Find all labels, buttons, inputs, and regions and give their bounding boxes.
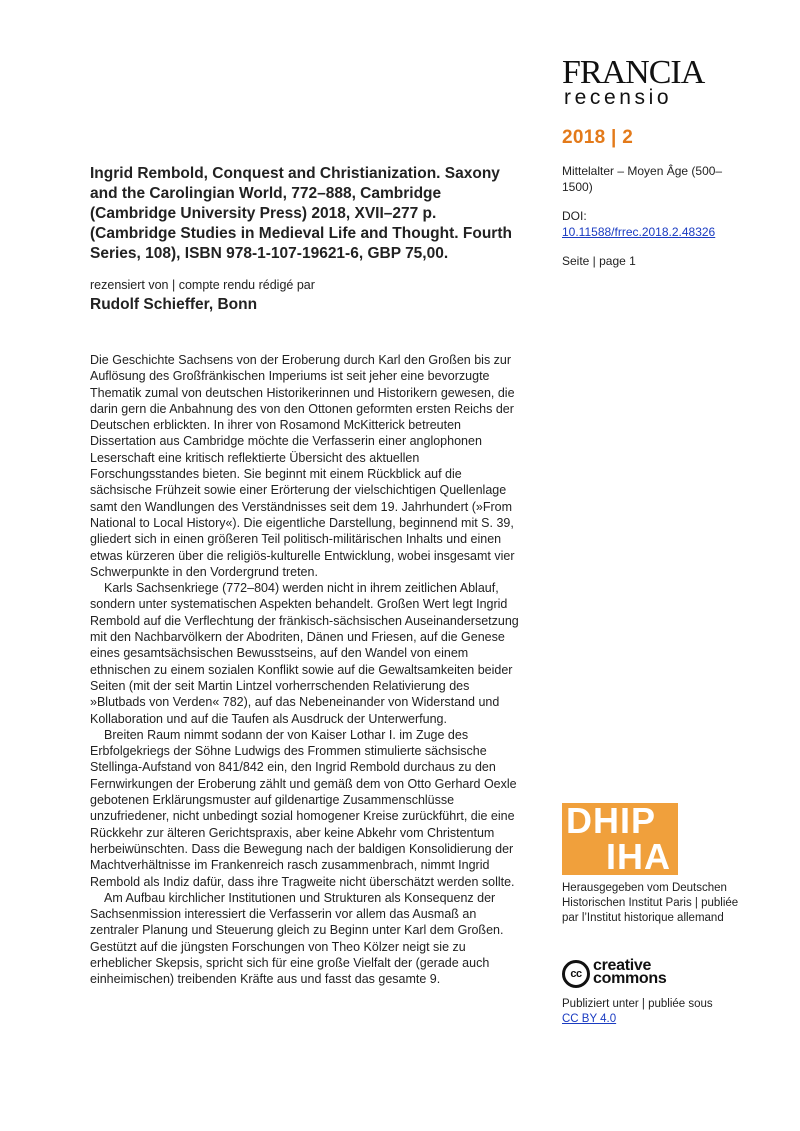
reviewer-name: Rudolf Schieffer, Bonn [90,296,258,313]
body-paragraph-4: Am Aufbau kirchlicher Institutionen und Strukturen als Konsequenz der Sachsenmission interessiert die Verfasserin vor allem das Ausmaß an zentraler Planung und Steuerung gleich zu Beginn unter Karl dem Großen. Gestützt auf die jüngsten Forschungen von Theo Kölzer neigt sie zu erheblicher Skepsis, spricht sich für eine große Vielfalt der (gerade auch einheimischen) treibenden Kräfte aus und fasst das gesamte 9. [90,890,504,987]
body-paragraph-3: Breiten Raum nimmt sodann der von Kaiser Lothar I. im Zuge des Erbfolgekriegs der Söhne Ludwigs des Frommen stimulierte sächsische Stellinga-Aufstand von 841/842 ein, den Ingrid Rembold durchaus zu den Fernwirkungen der Eroberung zählt und gemäß dem von Otto Gerhard Oexle gebotenen Erklärungsmuster auf gildenartige Zusammenschlüsse unzufriedener, nicht unbedingt sozial homogener Kreise zurückführt, die eine Rückkehr zur älteren Gerichtspraxis, aber keine Abkehr vom Christentum herbeiwünschten. Dass die Bewegung nach der baldigen Konsolidierung der Machtverhältnisse im Frankenreich rasch zusammenbrach, nimmt Ingrid Rembold als Indiz dafür, dass ihre Tragweite nicht überschätzt werden sollte. [90,727,517,889]
publisher-text: Herausgegeben vom Deutschen Historischen Institut Paris | publiée par l’Institut historique allemand [562,882,739,924]
license-label: Publiziert unter | publiée sous [562,998,713,1010]
dhi-logo-line1: DHIP [566,800,657,841]
doi-block [562,208,737,240]
period-label: Mittelalter – Moyen Âge (500–1500) [562,164,723,194]
logo-title: FRANCIA [562,54,705,91]
cc-word-creative: creative [593,957,652,974]
dhip-iha-logo [562,800,678,877]
creative-commons-logo [562,956,692,990]
page-number: Seite | page 1 [562,254,636,268]
dhi-logo-line2: IHA [606,836,671,877]
cc-icon: cc [562,960,590,988]
reviewer-label: rezensiert von | compte rendu rédigé par [90,278,315,292]
review-title: Ingrid Rembold, Conquest and Christianization. Saxony and the Carolingian World, 772–888, Cambridge (Cambridge University Press) 2018, XVII–277 p. (Cambridge Studies in Medieval Life and Thought. Fourth Series, 108), ISBN 978-1-107-19621-6, GBP 75,00. [90,165,512,262]
license-link[interactable]: CC BY 4.0 [562,1013,617,1025]
license-block [562,997,742,1027]
sidebar-metadata [562,163,737,282]
body-paragraph-1: Die Geschichte Sachsens von der Eroberung durch Karl den Großen bis zur Auflösung des Großfränkischen Imperiums ist seit jeher eine bevorzugte Thematik zumal von deutschen Historikerinnen und Historikern gewesen, die darin gern die Anbahnung des von den Ottonen geformten ersten Reichs der Deutschen erblickten. In ihrer von Rosamond McKitterick betreuten Dissertation aus Cambridge möchte die Verfasserin einer anglophonen Leserschaft eine kritisch reflektierte Übersicht des aktuellen Forschungsstandes bieten. Sie beginnt mit einem Rückblick auf die sächsische Frühzeit sowie einer Erörterung der vielschichtigen Quellenlage samt den Wandlungen des Verständnisses seit dem 19. Jahrhundert (»From National to Local History«). Die eigentliche Darstellung, beginnend mit S. 39, gliedert sich in einen größeren Teil politisch-militärischen Inhalts und einen etwas kürzeren über die religiös-kulturelle Entwicklung, wobei insgesamt vier Schwerpunkte in den Vordergrund treten. [90,353,515,579]
logo-subtitle: recensio [564,86,673,109]
doi-link[interactable]: 10.11588/frrec.2018.2.48326 [562,225,716,239]
cc-word-commons: commons [593,970,667,987]
doi-label: DOI: [562,209,587,223]
francia-recensio-logo [562,54,714,109]
body-paragraph-2: Karls Sachsenkriege (772–804) werden nicht in ihrem zeitlichen Ablauf, sondern unter systematischen Aspekten behandelt. Großen Wert legt Ingrid Rembold auf die Verflechtung der fränkisch-sächsischen Auseinandersetzung mit den Nachbarvölkern der Abodriten, Dänen und Friesen, auf die Genese eines gesamtsächsischen Bewusstseins, auf den Wandel von einem ethnischen zu einem sozialen Konflikt sowie auf die Gewaltsamkeiten beider Seiten (mit der seit Martin Lintzel vorherrschenden Relativierung des »Blutbads von Verden« 782), auf das Nebeneinander von Widerstand und Kollaboration und auf die Taufen als Ausdruck der Unterwerfung. [90,581,519,726]
issue-number: 2018 | 2 [562,127,634,148]
review-body [90,352,522,988]
